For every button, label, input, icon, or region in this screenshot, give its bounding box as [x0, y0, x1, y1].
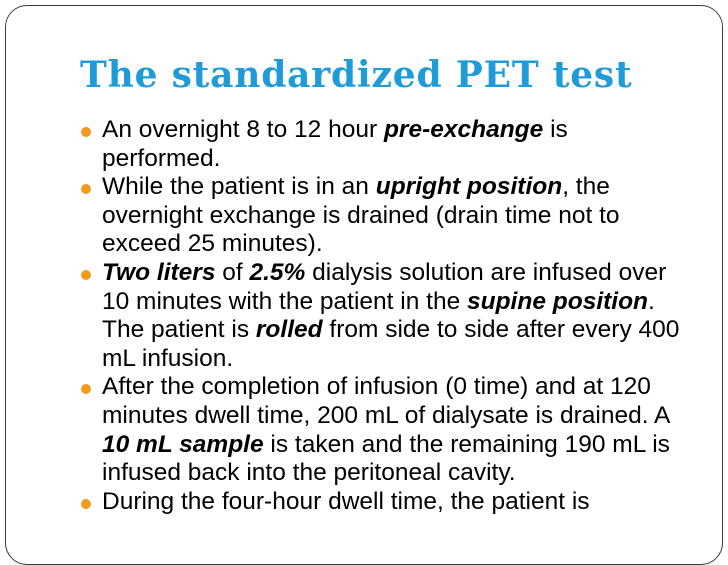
bullet-text: While the patient is in an [102, 173, 376, 201]
bullet-dot-icon [81, 270, 91, 280]
bullet-text: After the completion of infusion (0 time) and at 120 minutes dwell time, 200 mL of dialysate is drained. A [102, 373, 669, 429]
bullet-dot-icon [81, 499, 91, 509]
bullet-item [80, 116, 680, 173]
bullet-text: from side to side after every 400 mL infusion. [102, 316, 680, 372]
bullet-emphasis: supine position [467, 287, 649, 315]
bullet-text: . The patient is [102, 287, 655, 344]
bullet-item [80, 488, 680, 517]
bullet-text: is taken and the remaining 190 mL is infused back into the peritoneal cavity. [102, 430, 670, 487]
bullet-dot-icon [81, 184, 91, 194]
bullet-text: of [215, 258, 250, 286]
bullet-emphasis: 10 mL sample [102, 430, 264, 458]
bullet-text: During the four-hour dwell time, the patient is [102, 487, 590, 515]
bullet-emphasis: Two liters [102, 258, 216, 286]
bullet-text: dialysis solution are infused over 10 minutes with the patient in the [102, 258, 667, 315]
bullet-emphasis: 2.5% [249, 258, 306, 286]
bullet-emphasis: pre-exchange [383, 116, 544, 143]
bullet-item [80, 259, 680, 373]
bullet-text: An overnight 8 to 12 hour [102, 116, 384, 143]
bullet-text: is performed. [102, 116, 568, 172]
bullet-item [80, 173, 680, 259]
bullet-item [80, 373, 680, 487]
bullet-dot-icon [81, 127, 91, 137]
bullet-emphasis: upright position [375, 173, 563, 201]
bullet-emphasis: rolled [255, 316, 323, 344]
bullet-dot-icon [81, 384, 91, 394]
bullet-text: , the overnight exchange is drained (drain time not to exceed 25 minutes). [102, 173, 620, 258]
bullet-list [80, 116, 680, 516]
slide-title: The standardized PET test [80, 54, 633, 96]
